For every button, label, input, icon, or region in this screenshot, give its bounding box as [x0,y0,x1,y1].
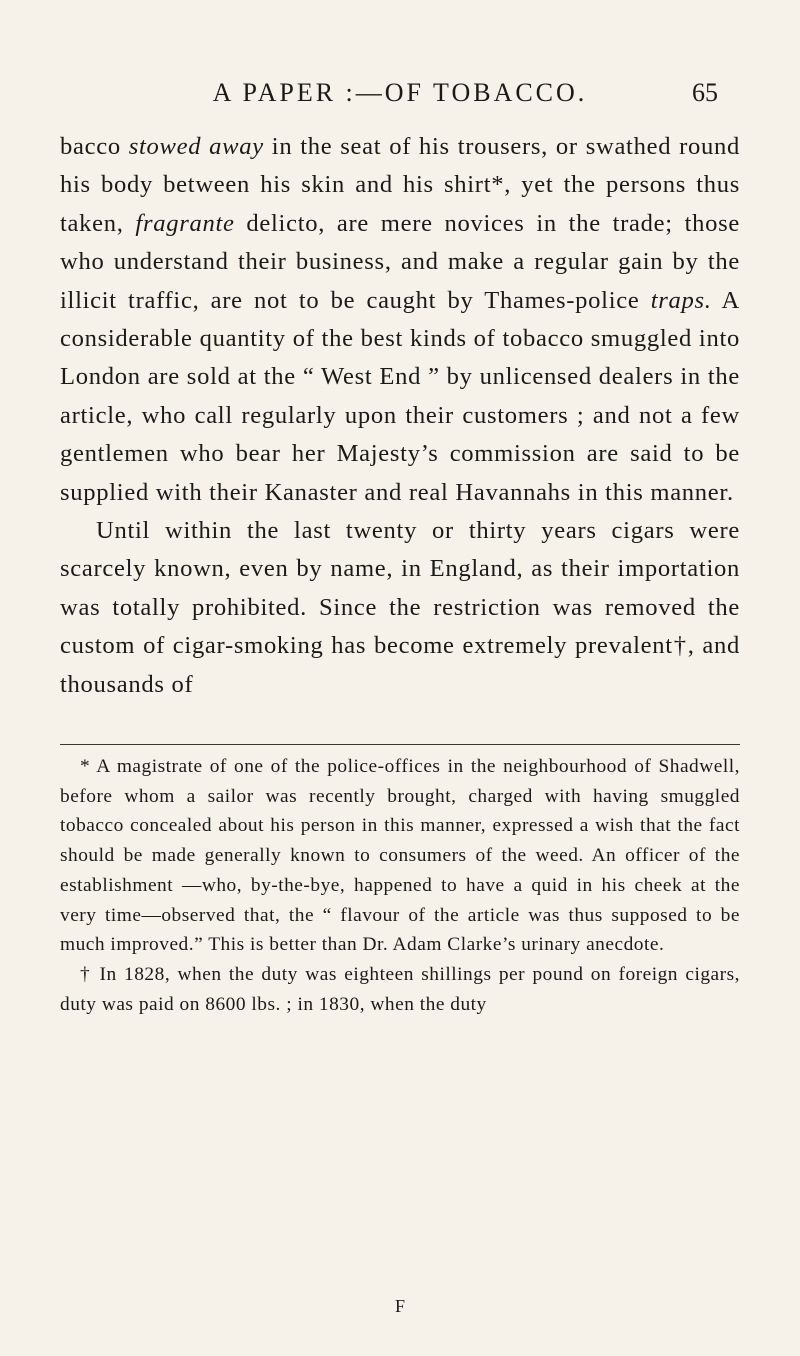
footnote-2: † In 1828, when the duty was eighteen shillings per pound on foreign cigars, duty was paid on 8600 lbs. ; in 1830, when the duty [60,963,740,1015]
italic-word-fragrante: fragrante [135,209,235,237]
paragraph-1-text: in the seat of his trousers, or swathed round his body between his skin and his shirt*, yet the persons thus taken, [60,133,740,237]
page-number: 65 [692,78,718,107]
paragraph-1-text: A considerable quantity of the best kinds of tobacco smuggled into London are sold at the “ West End ” by unlicensed dealers in the article, who call regularly upon their customers ; and not a few gentlemen who bear her Majesty’s commission are said to be supplied with their Kanaster and real Havannahs in this manner. [60,286,741,506]
signature-mark: F [394,1296,405,1316]
paragraph-1-text: bacco [60,133,129,160]
running-head [0,78,800,118]
italic-word-traps: traps. [650,286,712,314]
italic-phrase-stowed-away: stowed away [128,133,264,160]
running-title: A PAPER :—OF TOBACCO. [212,78,588,107]
paragraph-1-text: delicto, are mere novices in the trade; those who understand their business, and make a regular gain by the illicit traffic, are not to be caught by Thames-police [60,209,740,314]
main-text [60,128,740,704]
footnote-1: * A magistrate of one of the police-offices in the neighbourhood of Shadwell, before whom a sailor was recently brought, charged with having smuggled tobacco concealed about his person in this manner, expressed a wish that the fact should be made generally known to consumers of the weed. An officer of the establishment —who, by-the-bye, happened to have a quid in his cheek at the very time—observed that, the “ flavour of the article was thus supposed to be much improved.” This is better than Dr. Adam Clarke’s urinary anecdote. [60,756,740,956]
paragraph-2: Until within the last twenty or thirty years cigars were scarcely known, even by name, in England, as their importation was totally prohibited. Since the restriction was removed the custom of cigar-smoking has become extremely prevalent†, and thousands of [60,517,740,698]
footnote-divider [60,744,740,745]
footnotes [60,752,740,1019]
paragraph-1 [60,128,740,512]
